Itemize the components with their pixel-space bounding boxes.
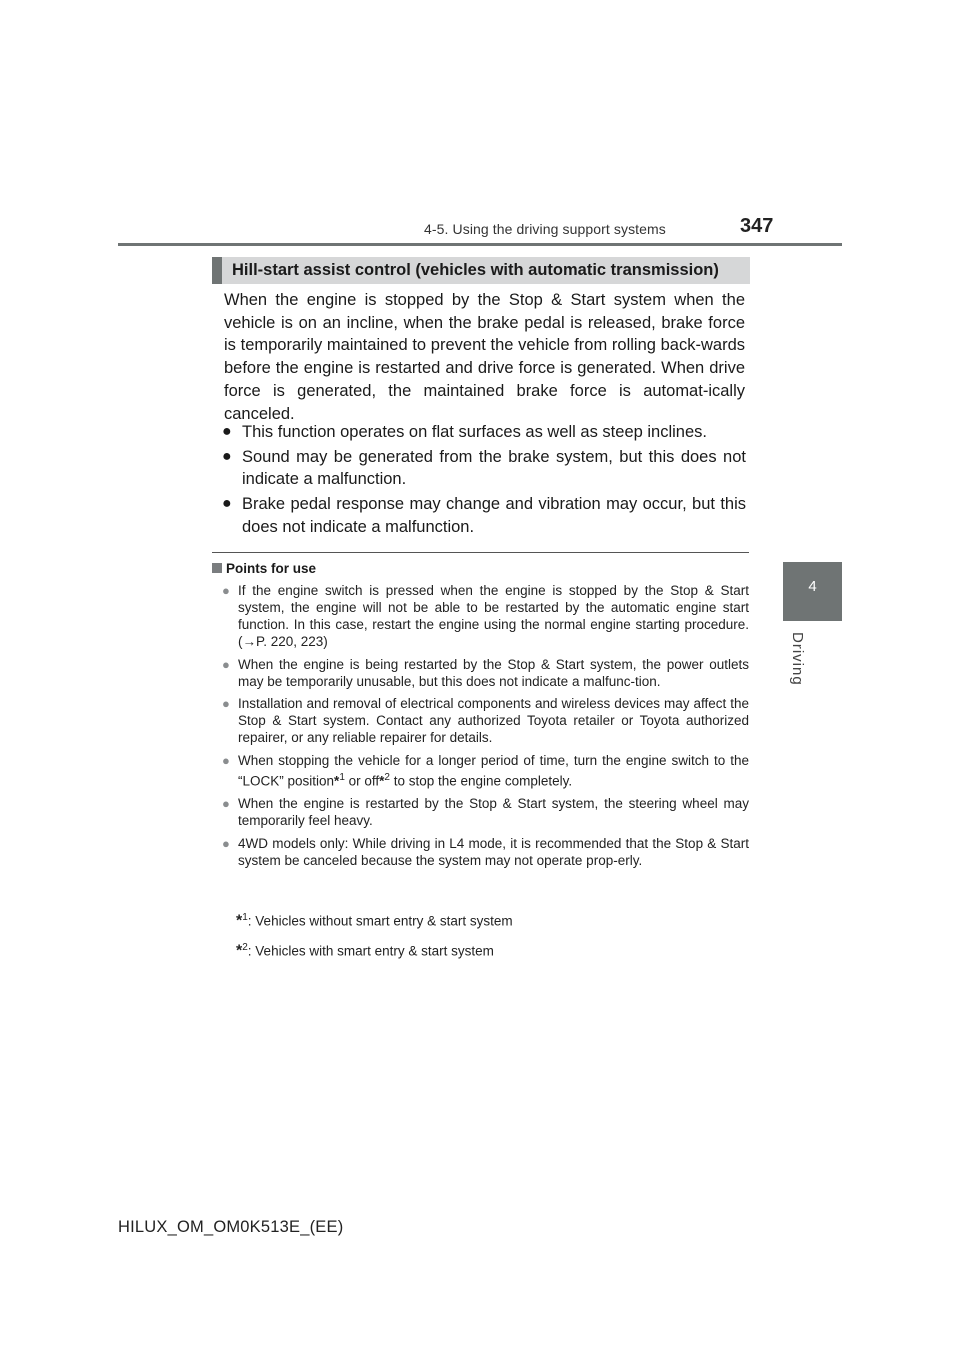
list-item: ● Sound may be generated from the brake system, but this does not indicate a malfunction. bbox=[222, 447, 746, 489]
bullet-icon: ● bbox=[222, 447, 232, 465]
list-item: ● If the engine switch is pressed when the engine is stopped by the Stop & Start system, the engine will not be able to be restarted by the automatic engine start function. In this case, restart the engine using the normal engine starting procedure. (→P. 220, 223) bbox=[222, 583, 749, 649]
list-item: ● This function operates on flat surfaces as well as steep inclines. bbox=[222, 421, 746, 444]
footnote: *$^1$: Vehicles without smart entry & start system bbox=[236, 912, 513, 930]
bullet-icon: ● bbox=[222, 423, 232, 440]
asterisk-mark: * bbox=[379, 773, 385, 789]
main-bullet-list bbox=[222, 421, 746, 541]
notes-list bbox=[222, 583, 749, 876]
list-item: ● Brake pedal response may change and vibration may occur, but this does not indicate a malfunction. bbox=[222, 495, 746, 536]
document-code: HILUX_OM_OM0K513E_(EE) bbox=[118, 1218, 344, 1236]
bullet-icon: ● bbox=[222, 495, 232, 513]
header-section-title: 4-5. Using the driving support systems bbox=[424, 221, 666, 237]
chapter-label: Driving bbox=[789, 632, 806, 686]
list-item: ● Installation and removal of electrical components and wireless devices may affect the Stop & Start system. Contact any authorized Toyota retailer or Toyota authorized repairer, or any reliable repairer for details. bbox=[222, 696, 749, 746]
body-paragraph: When the engine is stopped by the Stop & Start system when the vehicle is on an incline, when the brake pedal is released, brake force is temporarily maintained to prevent the vehicle from rolling back-wards before the engine is restarted and drive force is generated. When drive force is generated, the maintained brake force is automat-ically canceled. bbox=[224, 291, 745, 423]
header-divider bbox=[118, 243, 842, 246]
square-icon bbox=[212, 563, 222, 573]
bullet-icon: ● bbox=[222, 696, 230, 712]
bullet-icon: ● bbox=[222, 836, 230, 852]
notes-divider bbox=[212, 552, 749, 553]
bullet-icon: ● bbox=[222, 753, 230, 769]
page-number: 347 bbox=[740, 215, 774, 237]
notes-heading: Points for use bbox=[212, 561, 316, 576]
list-item: ● When the engine is restarted by the Stop & Start system, the steering wheel may temporarily feel heavy. bbox=[222, 796, 749, 829]
footnote: *$^2$: Vehicles with smart entry & start system bbox=[236, 941, 494, 959]
bullet-icon: ● bbox=[222, 656, 230, 672]
section-heading-text: Hill-start assist control (vehicles with automatic transmission) bbox=[232, 261, 719, 279]
footnotes bbox=[236, 908, 736, 967]
bullet-icon: ● bbox=[222, 796, 230, 812]
chapter-tab[interactable]: 4 bbox=[783, 562, 842, 621]
list-item: ● 4WD models only: While driving in L4 mode, it is recommended that the Stop & Start system be canceled because the system may not operate prop-erly. bbox=[222, 836, 749, 869]
list-item: ● When the engine is being restarted by the Stop & Start system, the power outlets may be temporarily unusable, but this does not indicate a malfunc-tion. bbox=[222, 656, 749, 689]
list-item: ● When stopping the vehicle for a longer period of time, turn the engine switch to the “LOCK” position*$^1$ or off*$^2$ to stop the engine completely. bbox=[222, 753, 749, 789]
asterisk-mark: * bbox=[334, 773, 340, 789]
bullet-icon: ● bbox=[222, 583, 230, 598]
section-heading bbox=[212, 257, 750, 284]
